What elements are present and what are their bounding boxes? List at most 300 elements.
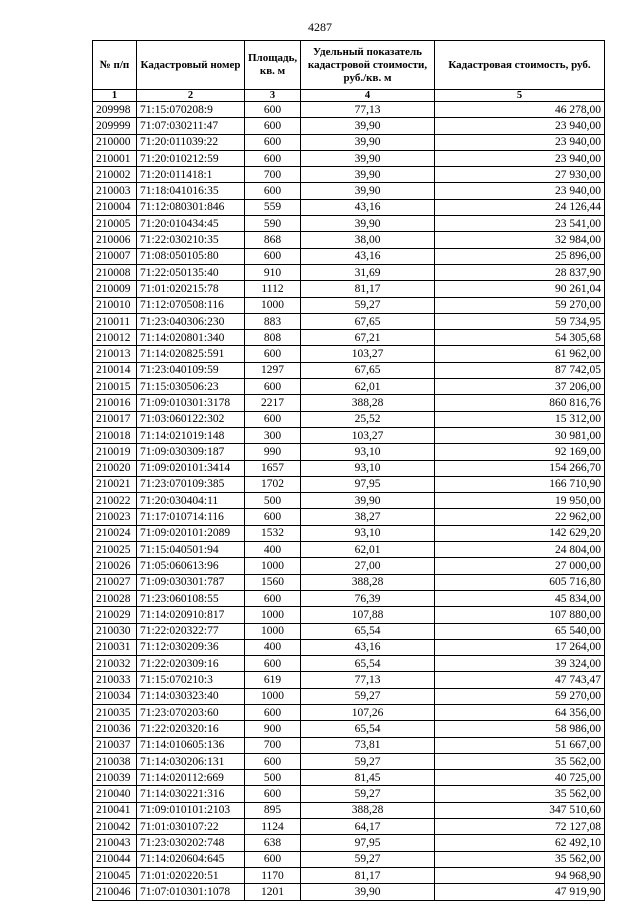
- row-number-cell: 210018: [93, 427, 137, 443]
- cadastral-value-cell: 23 940,00: [435, 183, 605, 199]
- unit-rate-cell: 103,27: [301, 346, 435, 362]
- cadastral-number-cell: 71:15:070210:3: [137, 672, 245, 688]
- table-row: [93, 851, 605, 867]
- cadastral-value-cell: 32 984,00: [435, 232, 605, 248]
- cadastral-value-cell: 39 324,00: [435, 656, 605, 672]
- unit-rate-cell: 67,65: [301, 362, 435, 378]
- cadastral-number-cell: 71:23:060108:55: [137, 590, 245, 606]
- cadastral-number-cell: 71:23:040109:59: [137, 362, 245, 378]
- cadastral-number-cell: 71:05:060613:96: [137, 558, 245, 574]
- unit-rate-cell: 65,54: [301, 623, 435, 639]
- cadastral-value-cell: 51 667,00: [435, 737, 605, 753]
- cadastral-value-cell: 59 270,00: [435, 297, 605, 313]
- unit-rate-cell: 81,45: [301, 770, 435, 786]
- cadastral-number-cell: 71:09:010101:2103: [137, 802, 245, 818]
- cadastral-number-cell: 71:14:020604:645: [137, 851, 245, 867]
- row-number-cell: 210025: [93, 542, 137, 558]
- unit-rate-cell: 93,10: [301, 444, 435, 460]
- table-row: [93, 216, 605, 232]
- area-cell: 400: [245, 542, 301, 558]
- cadastral-number-cell: 71:14:020825:591: [137, 346, 245, 362]
- cadastral-number-cell: 71:14:030206:131: [137, 753, 245, 769]
- cadastral-value-cell: 22 962,00: [435, 509, 605, 525]
- area-cell: 700: [245, 737, 301, 753]
- cadastral-value-cell: 15 312,00: [435, 411, 605, 427]
- row-number-cell: 210034: [93, 688, 137, 704]
- cadastral-number-cell: 71:23:070109:385: [137, 476, 245, 492]
- row-number-cell: 210004: [93, 199, 137, 215]
- area-cell: 1000: [245, 558, 301, 574]
- table-row: [93, 379, 605, 395]
- area-cell: 1124: [245, 819, 301, 835]
- row-number-cell: 210044: [93, 851, 137, 867]
- row-number-cell: 210021: [93, 476, 137, 492]
- unit-rate-cell: 43,16: [301, 639, 435, 655]
- row-number-cell: 210019: [93, 444, 137, 460]
- unit-rate-cell: 81,17: [301, 281, 435, 297]
- row-number-cell: 210028: [93, 590, 137, 606]
- table-row: [93, 656, 605, 672]
- row-number-cell: 210026: [93, 558, 137, 574]
- area-cell: 400: [245, 639, 301, 655]
- table-row: [93, 574, 605, 590]
- area-cell: 1000: [245, 688, 301, 704]
- cadastral-number-cell: 71:09:030301:787: [137, 574, 245, 590]
- row-number-cell: 210000: [93, 134, 137, 150]
- area-cell: 600: [245, 346, 301, 362]
- cadastral-number-cell: 71:07:030211:47: [137, 118, 245, 134]
- table-row: [93, 558, 605, 574]
- cadastral-value-cell: 19 950,00: [435, 493, 605, 509]
- table-row: [93, 525, 605, 541]
- table-row: [93, 264, 605, 280]
- unit-rate-cell: 107,88: [301, 607, 435, 623]
- row-number-cell: 210046: [93, 884, 137, 900]
- cadastral-value-cell: 154 266,70: [435, 460, 605, 476]
- cadastral-number-cell: 71:14:020801:340: [137, 330, 245, 346]
- row-number-cell: 210009: [93, 281, 137, 297]
- area-cell: 600: [245, 134, 301, 150]
- cadastral-number-cell: 71:22:050135:40: [137, 264, 245, 280]
- row-number-cell: 210002: [93, 167, 137, 183]
- unit-rate-cell: 388,28: [301, 802, 435, 818]
- cadastral-value-cell: 87 742,05: [435, 362, 605, 378]
- row-number-cell: 210036: [93, 721, 137, 737]
- cadastral-number-cell: 71:03:060122:302: [137, 411, 245, 427]
- table-row: [93, 281, 605, 297]
- row-number-cell: 210011: [93, 313, 137, 329]
- cadastral-number-cell: 71:20:010434:45: [137, 216, 245, 232]
- cadastral-value-cell: 35 562,00: [435, 786, 605, 802]
- cadastral-number-cell: 71:23:070203:60: [137, 704, 245, 720]
- unit-rate-cell: 59,27: [301, 753, 435, 769]
- header-row-number: № п/п: [93, 41, 137, 90]
- header-cadastral-value: Кадастровая стоимость, руб.: [435, 41, 605, 90]
- unit-rate-cell: 39,90: [301, 118, 435, 134]
- area-cell: 619: [245, 672, 301, 688]
- cadastral-number-cell: 71:20:030404:11: [137, 493, 245, 509]
- unit-rate-cell: 76,39: [301, 590, 435, 606]
- area-cell: 1201: [245, 884, 301, 900]
- area-cell: 1000: [245, 297, 301, 313]
- table-body: [93, 102, 605, 901]
- row-number-cell: 210039: [93, 770, 137, 786]
- area-cell: 600: [245, 379, 301, 395]
- table-row: [93, 248, 605, 264]
- cadastral-number-cell: 71:01:020215:78: [137, 281, 245, 297]
- header-cadastral-number: Кадастровый номер: [137, 41, 245, 90]
- area-cell: 600: [245, 102, 301, 118]
- cadastral-number-cell: 71:09:010301:3178: [137, 395, 245, 411]
- table-row: [93, 346, 605, 362]
- row-number-cell: 210032: [93, 656, 137, 672]
- unit-rate-cell: 103,27: [301, 427, 435, 443]
- cadastral-value-cell: 54 305,68: [435, 330, 605, 346]
- cadastral-value-cell: 107 880,00: [435, 607, 605, 623]
- page-number: 4287: [308, 20, 332, 34]
- column-number: 4: [301, 90, 435, 102]
- unit-rate-cell: 27,00: [301, 558, 435, 574]
- row-number-cell: 210010: [93, 297, 137, 313]
- cadastral-value-cell: 23 541,00: [435, 216, 605, 232]
- table-row: [93, 819, 605, 835]
- area-cell: 895: [245, 802, 301, 818]
- area-cell: 1702: [245, 476, 301, 492]
- row-number-cell: 210013: [93, 346, 137, 362]
- row-number-cell: 210005: [93, 216, 137, 232]
- row-number-cell: 210035: [93, 704, 137, 720]
- table-row: [93, 411, 605, 427]
- unit-rate-cell: 39,90: [301, 134, 435, 150]
- row-number-cell: 210022: [93, 493, 137, 509]
- area-cell: 910: [245, 264, 301, 280]
- row-number-cell: 210045: [93, 867, 137, 883]
- cadastral-value-cell: 28 837,90: [435, 264, 605, 280]
- area-cell: 700: [245, 167, 301, 183]
- area-cell: 500: [245, 770, 301, 786]
- table-row: [93, 509, 605, 525]
- row-number-cell: 210038: [93, 753, 137, 769]
- table-row: [93, 362, 605, 378]
- cadastral-value-cell: 24 126,44: [435, 199, 605, 215]
- cadastral-value-cell: 92 169,00: [435, 444, 605, 460]
- row-number-cell: 210024: [93, 525, 137, 541]
- area-cell: 2217: [245, 395, 301, 411]
- cadastral-value-cell: 62 492,10: [435, 835, 605, 851]
- table-row: [93, 167, 605, 183]
- unit-rate-cell: 62,01: [301, 542, 435, 558]
- row-number-cell: 210015: [93, 379, 137, 395]
- cadastral-number-cell: 71:17:010714:116: [137, 509, 245, 525]
- table-row: [93, 623, 605, 639]
- area-cell: 1297: [245, 362, 301, 378]
- column-number: 1: [93, 90, 137, 102]
- row-number-cell: 210042: [93, 819, 137, 835]
- cadastral-value-table: [92, 40, 605, 901]
- header-area: Площадь, кв. м: [245, 41, 301, 90]
- cadastral-number-cell: 71:12:070508:116: [137, 297, 245, 313]
- area-cell: 559: [245, 199, 301, 215]
- cadastral-value-cell: 46 278,00: [435, 102, 605, 118]
- table-row: [93, 867, 605, 883]
- cadastral-number-cell: 71:15:030506:23: [137, 379, 245, 395]
- row-number-cell: 210043: [93, 835, 137, 851]
- table-row: [93, 476, 605, 492]
- table-row: [93, 199, 605, 215]
- area-cell: 600: [245, 411, 301, 427]
- cadastral-number-cell: 71:20:011418:1: [137, 167, 245, 183]
- table-row: [93, 704, 605, 720]
- row-number-cell: 210040: [93, 786, 137, 802]
- row-number-cell: 210023: [93, 509, 137, 525]
- area-cell: 1657: [245, 460, 301, 476]
- unit-rate-cell: 107,26: [301, 704, 435, 720]
- cadastral-value-cell: 37 206,00: [435, 379, 605, 395]
- cadastral-value-cell: 605 716,80: [435, 574, 605, 590]
- unit-rate-cell: 67,21: [301, 330, 435, 346]
- cadastral-number-cell: 71:22:030210:35: [137, 232, 245, 248]
- unit-rate-cell: 97,95: [301, 476, 435, 492]
- row-number-cell: 210014: [93, 362, 137, 378]
- area-cell: 638: [245, 835, 301, 851]
- table-row: [93, 590, 605, 606]
- cadastral-value-cell: 65 540,00: [435, 623, 605, 639]
- cadastral-number-cell: 71:08:050105:80: [137, 248, 245, 264]
- unit-rate-cell: 59,27: [301, 688, 435, 704]
- table-row: [93, 802, 605, 818]
- column-number: 2: [137, 90, 245, 102]
- cadastral-number-cell: 71:22:020309:16: [137, 656, 245, 672]
- table-row: [93, 493, 605, 509]
- unit-rate-cell: 38,27: [301, 509, 435, 525]
- table-row: [93, 183, 605, 199]
- cadastral-value-cell: 45 834,00: [435, 590, 605, 606]
- area-cell: 600: [245, 183, 301, 199]
- area-cell: 600: [245, 118, 301, 134]
- unit-rate-cell: 39,90: [301, 150, 435, 166]
- cadastral-value-cell: 72 127,08: [435, 819, 605, 835]
- table-row: [93, 427, 605, 443]
- cadastral-number-cell: 71:15:070208:9: [137, 102, 245, 118]
- row-number-cell: 209999: [93, 118, 137, 134]
- row-number-cell: 210016: [93, 395, 137, 411]
- cadastral-value-cell: 94 968,90: [435, 867, 605, 883]
- unit-rate-cell: 97,95: [301, 835, 435, 851]
- table-row: [93, 150, 605, 166]
- table-row: [93, 884, 605, 900]
- unit-rate-cell: 39,90: [301, 884, 435, 900]
- unit-rate-cell: 43,16: [301, 248, 435, 264]
- cadastral-value-cell: 47 743,47: [435, 672, 605, 688]
- unit-rate-cell: 65,54: [301, 721, 435, 737]
- unit-rate-cell: 62,01: [301, 379, 435, 395]
- cadastral-number-cell: 71:22:020320:16: [137, 721, 245, 737]
- cadastral-number-cell: 71:18:041016:35: [137, 183, 245, 199]
- cadastral-number-cell: 71:23:030202:748: [137, 835, 245, 851]
- cadastral-number-cell: 71:14:030221:316: [137, 786, 245, 802]
- unit-rate-cell: 67,65: [301, 313, 435, 329]
- header-unit-rate: Удельный показатель кадастровой стоимости, руб./кв. м: [301, 41, 435, 90]
- table-row: [93, 460, 605, 476]
- row-number-cell: 210037: [93, 737, 137, 753]
- cadastral-value-cell: 90 261,04: [435, 281, 605, 297]
- area-cell: 600: [245, 248, 301, 264]
- table-row: [93, 835, 605, 851]
- area-cell: 600: [245, 590, 301, 606]
- cadastral-number-cell: 71:23:040306:230: [137, 313, 245, 329]
- table-row: [93, 395, 605, 411]
- area-cell: 883: [245, 313, 301, 329]
- area-cell: 590: [245, 216, 301, 232]
- table-row: [93, 737, 605, 753]
- unit-rate-cell: 59,27: [301, 297, 435, 313]
- cadastral-value-cell: 347 510,60: [435, 802, 605, 818]
- area-cell: 1560: [245, 574, 301, 590]
- cadastral-value-cell: 64 356,00: [435, 704, 605, 720]
- table-row: [93, 118, 605, 134]
- unit-rate-cell: 39,90: [301, 216, 435, 232]
- area-cell: 600: [245, 753, 301, 769]
- cadastral-value-cell: 61 962,00: [435, 346, 605, 362]
- table-row: [93, 672, 605, 688]
- row-number-cell: 209998: [93, 102, 137, 118]
- cadastral-number-cell: 71:20:010212:59: [137, 150, 245, 166]
- area-cell: 990: [245, 444, 301, 460]
- table-row: [93, 297, 605, 313]
- cadastral-value-cell: 27 000,00: [435, 558, 605, 574]
- cadastral-number-cell: 71:09:030309:187: [137, 444, 245, 460]
- row-number-cell: 210012: [93, 330, 137, 346]
- column-number: 5: [435, 90, 605, 102]
- area-cell: 300: [245, 427, 301, 443]
- area-cell: 500: [245, 493, 301, 509]
- table-row: [93, 313, 605, 329]
- area-cell: 900: [245, 721, 301, 737]
- row-number-cell: 210031: [93, 639, 137, 655]
- unit-rate-cell: 64,17: [301, 819, 435, 835]
- row-number-cell: 210006: [93, 232, 137, 248]
- unit-rate-cell: 43,16: [301, 199, 435, 215]
- row-number-cell: 210030: [93, 623, 137, 639]
- area-cell: 1000: [245, 607, 301, 623]
- unit-rate-cell: 73,81: [301, 737, 435, 753]
- table-row: [93, 688, 605, 704]
- table-row: [93, 542, 605, 558]
- column-number: 3: [245, 90, 301, 102]
- unit-rate-cell: 38,00: [301, 232, 435, 248]
- cadastral-value-cell: 35 562,00: [435, 851, 605, 867]
- cadastral-number-cell: 71:12:080301:846: [137, 199, 245, 215]
- row-number-cell: 210041: [93, 802, 137, 818]
- area-cell: 600: [245, 509, 301, 525]
- cadastral-value-cell: 860 816,76: [435, 395, 605, 411]
- unit-rate-cell: 388,28: [301, 395, 435, 411]
- cadastral-number-cell: 71:14:030323:40: [137, 688, 245, 704]
- table-row: [93, 721, 605, 737]
- area-cell: 1112: [245, 281, 301, 297]
- unit-rate-cell: 25,52: [301, 411, 435, 427]
- unit-rate-cell: 93,10: [301, 525, 435, 541]
- row-number-cell: 210033: [93, 672, 137, 688]
- cadastral-number-cell: 71:01:030107:22: [137, 819, 245, 835]
- row-number-cell: 210001: [93, 150, 137, 166]
- area-cell: 600: [245, 851, 301, 867]
- unit-rate-cell: 65,54: [301, 656, 435, 672]
- table-row: [93, 639, 605, 655]
- unit-rate-cell: 39,90: [301, 183, 435, 199]
- area-cell: 600: [245, 704, 301, 720]
- cadastral-number-cell: 71:09:020101:3414: [137, 460, 245, 476]
- row-number-cell: 210020: [93, 460, 137, 476]
- cadastral-number-cell: 71:01:020220:51: [137, 867, 245, 883]
- row-number-cell: 210027: [93, 574, 137, 590]
- cadastral-value-cell: 23 940,00: [435, 150, 605, 166]
- area-cell: 600: [245, 786, 301, 802]
- cadastral-value-cell: 35 562,00: [435, 753, 605, 769]
- cadastral-value-cell: 166 710,90: [435, 476, 605, 492]
- area-cell: 1000: [245, 623, 301, 639]
- cadastral-number-cell: 71:07:010301:1078: [137, 884, 245, 900]
- unit-rate-cell: 39,90: [301, 493, 435, 509]
- cadastral-number-cell: 71:15:040501:94: [137, 542, 245, 558]
- table-row: [93, 444, 605, 460]
- area-cell: 868: [245, 232, 301, 248]
- unit-rate-cell: 77,13: [301, 102, 435, 118]
- unit-rate-cell: 77,13: [301, 672, 435, 688]
- unit-rate-cell: 39,90: [301, 167, 435, 183]
- area-cell: 1170: [245, 867, 301, 883]
- area-cell: 1532: [245, 525, 301, 541]
- cadastral-number-cell: 71:14:010605:136: [137, 737, 245, 753]
- cadastral-value-cell: 59 270,00: [435, 688, 605, 704]
- cadastral-number-cell: 71:09:020101:2089: [137, 525, 245, 541]
- unit-rate-cell: 93,10: [301, 460, 435, 476]
- area-cell: 808: [245, 330, 301, 346]
- cadastral-number-cell: 71:14:020112:669: [137, 770, 245, 786]
- cadastral-number-cell: 71:14:021019:148: [137, 427, 245, 443]
- cadastral-value-cell: 23 940,00: [435, 118, 605, 134]
- cadastral-value-cell: 30 981,00: [435, 427, 605, 443]
- area-cell: 600: [245, 656, 301, 672]
- table-row: [93, 786, 605, 802]
- table-row: [93, 134, 605, 150]
- cadastral-number-cell: 71:22:020322:77: [137, 623, 245, 639]
- table-row: [93, 607, 605, 623]
- table-row: [93, 330, 605, 346]
- unit-rate-cell: 59,27: [301, 851, 435, 867]
- cadastral-value-cell: 58 986,00: [435, 721, 605, 737]
- cadastral-value-cell: 23 940,00: [435, 134, 605, 150]
- unit-rate-cell: 81,17: [301, 867, 435, 883]
- cadastral-value-cell: 24 804,00: [435, 542, 605, 558]
- cadastral-value-cell: 25 896,00: [435, 248, 605, 264]
- cadastral-value-cell: 40 725,00: [435, 770, 605, 786]
- cadastral-value-cell: 27 930,00: [435, 167, 605, 183]
- header-row: [93, 41, 605, 90]
- table-row: [93, 770, 605, 786]
- cadastral-number-cell: 71:20:011039:22: [137, 134, 245, 150]
- table-row: [93, 102, 605, 118]
- row-number-cell: 210017: [93, 411, 137, 427]
- unit-rate-cell: 31,69: [301, 264, 435, 280]
- unit-rate-cell: 59,27: [301, 786, 435, 802]
- row-number-cell: 210007: [93, 248, 137, 264]
- cadastral-value-cell: 59 734,95: [435, 313, 605, 329]
- cadastral-number-cell: 71:14:020910:817: [137, 607, 245, 623]
- row-number-cell: 210003: [93, 183, 137, 199]
- row-number-cell: 210008: [93, 264, 137, 280]
- cadastral-value-cell: 47 919,90: [435, 884, 605, 900]
